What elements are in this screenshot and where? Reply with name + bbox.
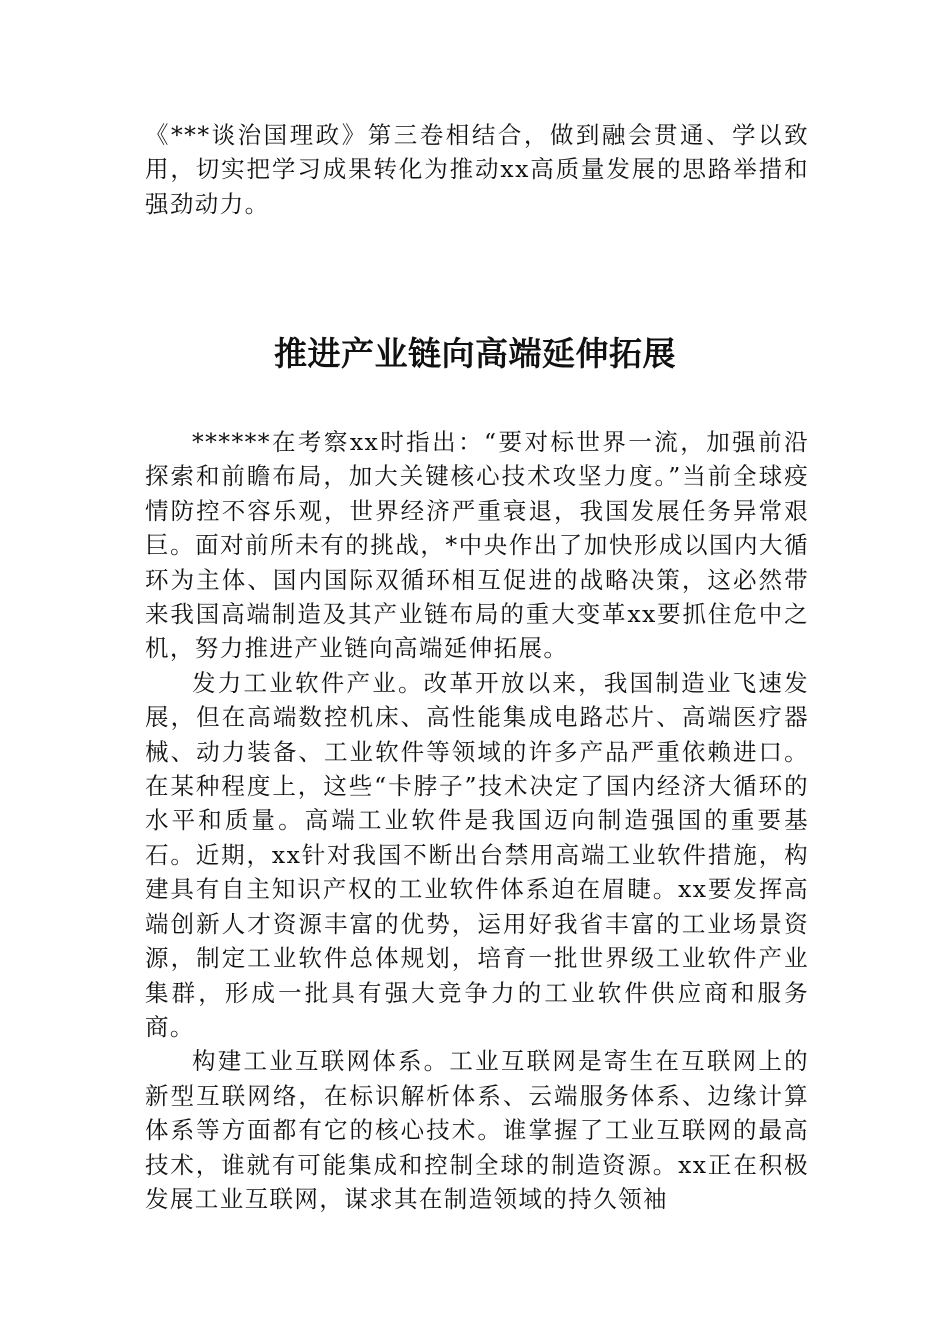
body-paragraph: 发力工业软件产业。改革开放以来，我国制造业飞速发展，但在高端数控机床、高性能集成电路芯片、高端医疗器械、动力装备、工业软件等领域的许多产品严重依赖进口。在某种程度上，这些“卡脖子”技术决定了国内经济大循环的水平和质量。高端工业软件是我国迈向制造强国的重要基石。近期，xx针对我国不断出台禁用高端工业软件措施，构建具有自主知识产权的工业软件体系迫在眉睫。xx要发挥高端创新人才资源丰富的优势，运用好我省丰富的工业场景资源，制定工业软件总体规划，培育一批世界级工业软件产业集群，形成一批具有强大竞争力的工业软件供应商和服务商。 bbox=[145, 668, 809, 1041]
section-title: 推进产业链向高端延伸拓展 bbox=[274, 334, 676, 373]
body-paragraph: 构建工业互联网体系。工业互联网是寄生在互联网上的新型互联网络，在标识解析体系、云端服务体系、边缘计算体系等方面都有它的核心技术。谁掌握了工业互联网的最高技术，谁就有可能集成和控制全球的制造资源。xx正在积极发展工业互联网，谋求其在制造领域的持久领袖 bbox=[145, 1047, 809, 1213]
intro-paragraph: 《***谈治国理政》第三卷相结合，做到融会贯通、学以致用，切实把学习成果转化为推动xx高质量发展的思路举措和强劲动力。 bbox=[145, 121, 809, 218]
body-paragraph: ******在考察xx时指出：“要对标世界一流，加强前沿探索和前瞻布局，加大关键核心技术攻坚力度。”当前全球疫情防控不容乐观，世界经济严重衰退，我国发展任务异常艰巨。面对前所未有的挑战，*中央作出了加快形成以国内大循环为主体、国内国际双循环相互促进的战略决策，这必然带来我国高端制造及其产业链布局的重大变革xx要抓住危中之机，努力推进产业链向高端延伸拓展。 bbox=[145, 428, 809, 663]
body-text bbox=[145, 425, 809, 1216]
